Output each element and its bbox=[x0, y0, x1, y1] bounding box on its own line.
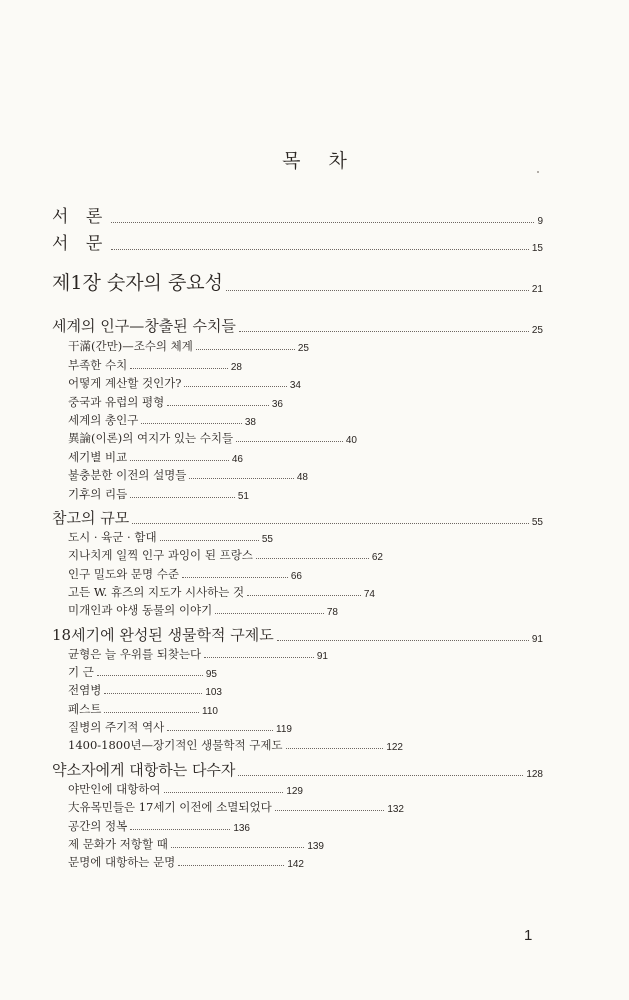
toc-chapter: 제1장 숫자의 중요성 21 bbox=[52, 272, 543, 295]
toc-item: 문명에 대항하는 문명 142 bbox=[68, 855, 304, 870]
toc-item: 고든 W. 휴즈의 지도가 시사하는 것 74 bbox=[68, 585, 375, 600]
toc-item: 도시 · 육군 · 함대 55 bbox=[68, 530, 273, 545]
toc-item: 세기별 비교 46 bbox=[68, 450, 243, 465]
page-title: 목 차 bbox=[282, 150, 361, 172]
toc-item: 제 문화가 저항할 때 139 bbox=[68, 837, 324, 852]
toc-item: 질병의 주기적 역사 119 bbox=[68, 720, 292, 735]
toc-item: 중국과 유럽의 평형 36 bbox=[68, 395, 283, 410]
toc-item: 大유목민들은 17세기 이전에 소멸되었다 132 bbox=[68, 800, 404, 815]
toc-item: 干滿(간만)—조수의 체계 25 bbox=[68, 339, 309, 354]
toc-part: 참고의 규모 55 bbox=[52, 509, 543, 528]
toc-item: 부족한 수치 28 bbox=[68, 358, 242, 373]
page-number: 1 bbox=[524, 927, 533, 944]
toc-entry: 서 론 9 bbox=[52, 207, 543, 227]
toc-item: 야만인에 대항하여 129 bbox=[68, 782, 303, 797]
toc-item: 어떻게 계산할 것인가? 34 bbox=[68, 376, 301, 391]
toc-item: 인구 밀도와 문명 수준 66 bbox=[68, 567, 302, 582]
toc-item: 미개인과 야생 동물의 이야기 78 bbox=[68, 603, 338, 618]
toc-item: 기 근 95 bbox=[68, 665, 217, 680]
toc-part: 세계의 인구—창출된 수치들 25 bbox=[52, 317, 543, 336]
toc-item: 세계의 총인구 38 bbox=[68, 413, 256, 428]
toc-item: 異論(이론)의 여지가 있는 수치들 40 bbox=[68, 431, 357, 446]
toc-item: 균형은 늘 우위를 되찾는다 91 bbox=[68, 647, 328, 662]
toc-item: 페스트 110 bbox=[68, 702, 218, 717]
toc-entry: 서 문 15 bbox=[52, 234, 543, 254]
toc-item: 기후의 리듬 51 bbox=[68, 487, 249, 502]
toc-item: 전염병 103 bbox=[68, 683, 222, 698]
paper-speck bbox=[537, 171, 539, 173]
toc-item: 불충분한 이전의 설명들 48 bbox=[68, 468, 308, 483]
toc-part: 18세기에 완성된 생물학적 구제도 91 bbox=[52, 626, 543, 645]
toc-item: 1400-1800년—장기적인 생물학적 구제도 122 bbox=[68, 738, 403, 753]
toc-item: 지나치게 일찍 인구 과잉이 된 프랑스 62 bbox=[68, 548, 383, 563]
toc-part: 약소자에게 대항하는 다수자 128 bbox=[52, 761, 543, 780]
toc-item: 공간의 정복 136 bbox=[68, 819, 250, 834]
